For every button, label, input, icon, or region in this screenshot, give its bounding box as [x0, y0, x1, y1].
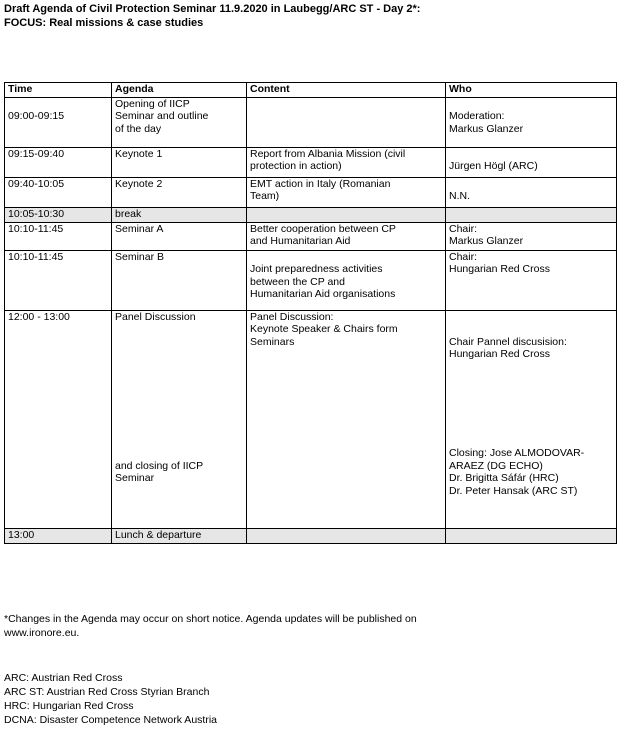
cell-content: Panel Discussion: Keynote Speaker & Chairs form Seminars: [247, 311, 446, 529]
agenda-footnote: [4, 612, 624, 640]
cell-time: 10:10-11:45: [5, 223, 112, 251]
agenda-table: [4, 82, 617, 544]
cell-agenda: Seminar A: [112, 223, 247, 251]
cell-content: Joint preparedness activities between the CP and Humanitarian Aid organisations: [247, 251, 446, 311]
cell-agenda: break: [112, 208, 247, 223]
cell-agenda: Seminar B: [112, 251, 247, 311]
table-row: [5, 148, 617, 178]
cell-who: Chair: Hungarian Red Cross: [446, 251, 617, 311]
header-agenda: Agenda: [112, 83, 247, 98]
cell-who: N.N.: [446, 178, 617, 208]
cell-time: 10:05-10:30: [5, 208, 112, 223]
cell-agenda: Panel Discussion and closing of IICP Seminar: [112, 311, 247, 529]
table-row: [5, 311, 617, 529]
abbreviation-list: [4, 671, 217, 727]
cell-agenda: Lunch & departure: [112, 529, 247, 544]
cell-time: 12:00 - 13:00: [5, 311, 112, 529]
cell-content: Report from Albania Mission (civil protection in action): [247, 148, 446, 178]
abbreviation-item: HRC: Hungarian Red Cross: [4, 700, 134, 712]
cell-who: [446, 529, 617, 544]
footnote-line-1: *Changes in the Agenda may occur on short notice. Agenda updates will be published on: [4, 613, 417, 625]
table-row: [5, 178, 617, 208]
table-row: [5, 98, 617, 148]
header-time: Time: [5, 83, 112, 98]
cell-time: 09:15-09:40: [5, 148, 112, 178]
title-line-1: Draft Agenda of Civil Protection Seminar 11.9.2020 in Laubegg/ARC ST - Day 2*:: [4, 3, 421, 15]
table-row: [5, 208, 617, 223]
abbreviation-item: ARC: Austrian Red Cross: [4, 672, 123, 684]
cell-time: 09:40-10:05: [5, 178, 112, 208]
abbreviation-item: ARC ST: Austrian Red Cross Styrian Branch: [4, 686, 210, 698]
cell-content: [247, 208, 446, 223]
footnote-line-2: www.ironore.eu.: [4, 627, 80, 639]
cell-content: EMT action in Italy (Romanian Team): [247, 178, 446, 208]
cell-agenda: Keynote 2: [112, 178, 247, 208]
title-line-2: FOCUS: Real missions & case studies: [4, 17, 204, 29]
table-row: [5, 529, 617, 544]
cell-time: 10:10-11:45: [5, 251, 112, 311]
cell-who: Moderation: Markus Glanzer: [446, 98, 617, 148]
table-row: [5, 251, 617, 311]
header-who: Who: [446, 83, 617, 98]
cell-content: [247, 98, 446, 148]
table-header-row: [5, 83, 617, 98]
abbreviation-item: DCNA: Disaster Competence Network Austria: [4, 714, 217, 726]
cell-agenda: Keynote 1: [112, 148, 247, 178]
cell-who: Chair: Markus Glanzer: [446, 223, 617, 251]
document-title: [4, 2, 420, 30]
cell-agenda: Opening of IICP Seminar and outline of the day: [112, 98, 247, 148]
cell-who: Jürgen Högl (ARC): [446, 148, 617, 178]
table-row: [5, 223, 617, 251]
cell-content: Better cooperation between CP and Humanitarian Aid: [247, 223, 446, 251]
cell-time: 09:00-09:15: [5, 98, 112, 148]
cell-time: 13:00: [5, 529, 112, 544]
cell-who: [446, 208, 617, 223]
cell-content: [247, 529, 446, 544]
cell-who: Chair Pannel discusision: Hungarian Red Cross Closing: Jose ALMODOVAR- ARAEZ (DG ECHO) Dr. Brigitta Sáfár (HRC) Dr. Peter Hansak (ARC ST): [446, 311, 617, 529]
header-content: Content: [247, 83, 446, 98]
